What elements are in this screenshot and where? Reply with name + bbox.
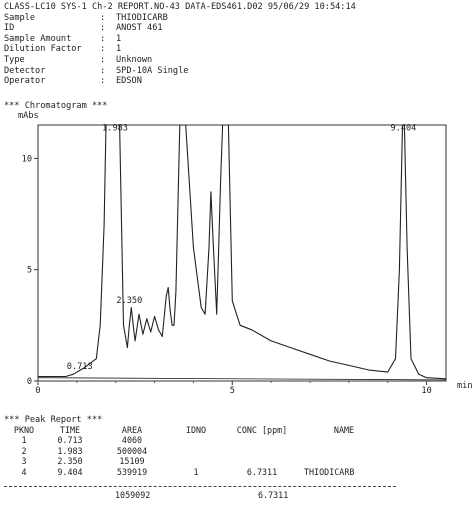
cell-time: 0.713 [57,435,83,446]
col-header: PKNO [13,425,35,435]
col-header: IDNO [185,425,207,435]
y-tick-label: 5 [26,265,32,276]
cell-pkno: 1 [21,435,27,446]
peak-report-title: *** Peak Report *** [4,415,103,425]
cell-idno [168,446,224,456]
cell-area: 500004 [116,445,148,456]
baseline-trace [38,378,446,380]
cell-name: THIODICARB [304,466,355,477]
table-row [4,456,384,466]
cell-name [300,446,384,456]
cell-conc [224,435,300,445]
cell-name [300,435,384,445]
cell-area: 4060 [121,435,143,446]
table-header-row [4,425,384,435]
plot-frame [38,125,446,381]
table-row [4,435,384,445]
field-value: ANOST 461 [116,23,163,34]
chromatogram-trace [38,125,446,379]
colon-separator: : [100,76,106,87]
y-axis-unit: mAbs [18,111,39,121]
col-header: CONC [ppm] [236,425,288,435]
cell-conc [224,456,300,466]
cell-area: 15109 [119,456,145,467]
field-label: Type [4,54,25,65]
cell-conc [224,446,300,456]
cell-area: 539919 [116,466,148,477]
x-tick-label: 10 [421,386,432,396]
cell-name [300,456,384,466]
peak-label: 1.983 [102,123,128,134]
x-axis-unit: min [457,381,473,391]
total-conc: 6.7311 [258,490,289,500]
field-value: EDSON [116,76,142,87]
total-divider [4,486,396,487]
peak-label: 2.350 [116,296,143,307]
cell-idno [168,456,224,466]
peak-label: 0.713 [66,361,93,372]
cell-pkno: 3 [21,456,27,467]
cell-time: 2.350 [57,456,83,467]
field-value: 1 [116,33,122,44]
table-row [4,446,384,456]
chart-series [38,125,446,380]
field-value: SPD-10A Single [116,65,189,76]
total-area: 1059092 [115,490,151,500]
colon-separator: : [100,33,106,44]
cell-time: 1.983 [57,445,83,456]
colon-separator: : [100,54,106,65]
col-header: NAME [333,425,355,435]
cell-pkno: 2 [21,445,27,456]
field-value: Unknown [116,54,153,65]
y-tick-label: 0 [26,377,32,387]
field-label: Detector [4,65,46,76]
axis-ticks [22,154,432,396]
cell-idno: 1 [193,466,199,477]
colon-separator: : [100,12,106,23]
peak-label: 9.404 [390,123,417,134]
chromatogram-title: *** Chromatogram *** [4,101,108,111]
col-header: AREA [121,425,143,435]
peak-table [4,425,384,477]
field-label: Dilution Factor [4,44,82,55]
field-value: THIODICARB [116,12,168,23]
field-label: Operator [4,76,46,87]
report-title-line: CLASS-LC10 SYS-1 Ch-2 REPORT.NO-43 DATA-EDS461.D02 95/06/29 10:54:14 [4,2,356,12]
colon-separator: : [100,23,106,34]
col-header: TIME [59,425,81,435]
plot-border [38,125,446,381]
y-tick-label: 10 [21,154,32,165]
field-label: Sample Amount [4,33,72,44]
field-label: ID [4,23,15,34]
peak-labels [67,124,417,372]
field-label: Sample [4,12,36,23]
colon-separator: : [100,65,106,76]
cell-pkno: 4 [21,466,27,477]
field-value: 1 [116,44,122,55]
cell-idno [168,435,224,445]
table-row [4,467,384,477]
x-tick-label: 5 [229,386,235,396]
cell-time: 9.404 [57,466,83,477]
x-tick-label: 0 [35,386,41,396]
cell-conc: 6.7311 [246,466,278,477]
colon-separator: : [100,44,106,55]
